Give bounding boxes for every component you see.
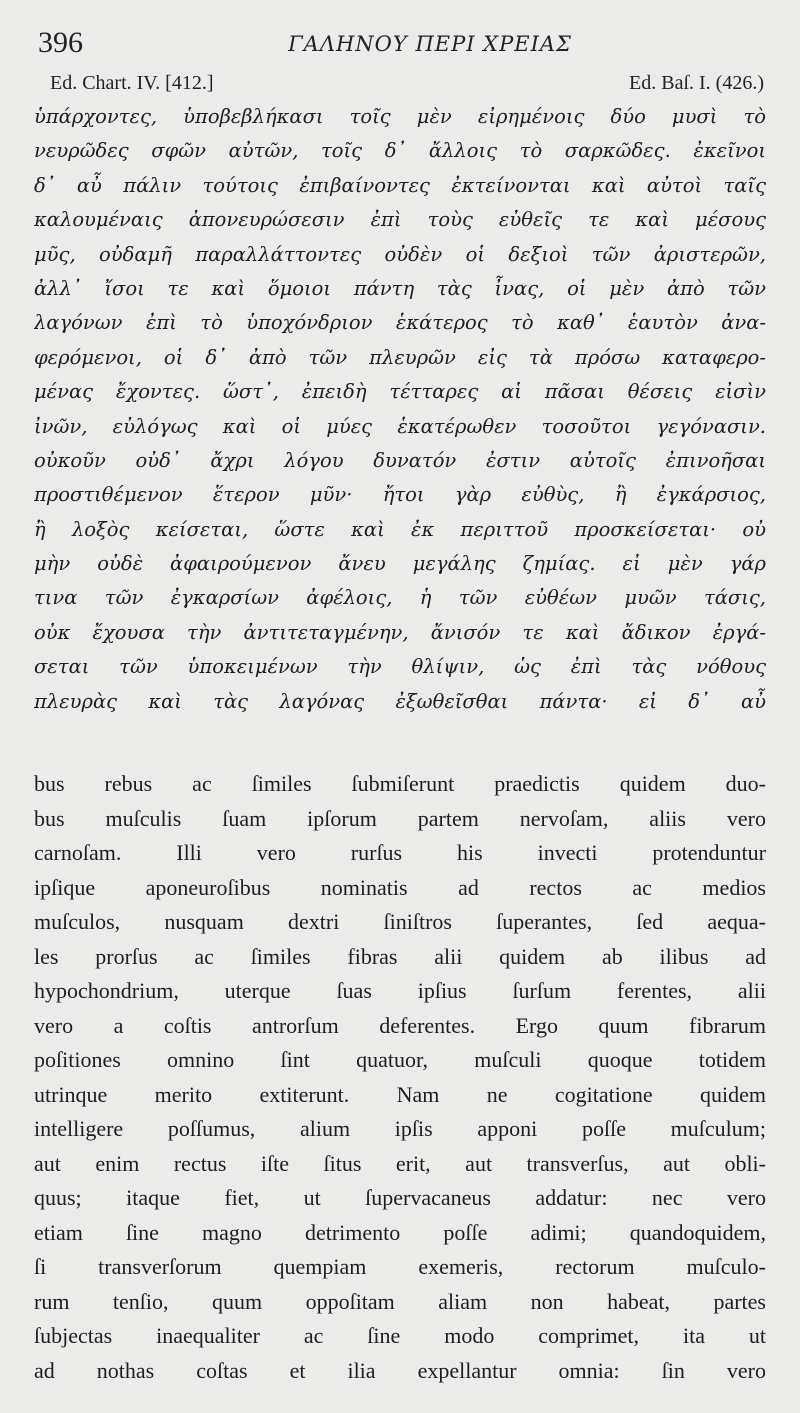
greek-line: ἰνῶν, εὐλόγως καὶ οἱ μύες ἑκατέρωθεν τοσοῦτοι γεγόνασιν.: [34, 414, 766, 438]
latin-text-block: [34, 767, 766, 1388]
greek-line: οὐκοῦν οὐδ᾽ ἄχρι λόγου δυνατόν ἐστιν αὐτοῖς ἐπινοῆσαι: [34, 448, 766, 472]
latin-line: ſubjectas inaequaliter ac ſine modo comprimet, ita ut: [34, 1323, 766, 1349]
greek-line: μὴν οὐδὲ ἀφαιρούμενον ἄνευ μεγάλης ζημίας. εἰ μὲν γάρ: [34, 552, 766, 576]
latin-line: bus rebus ac ſimiles ſubmiſerunt praedictis quidem duo-: [34, 771, 766, 797]
greek-line: μένας ἔχοντες. ὥστ᾽, ἐπειδὴ τέτταρες αἱ πᾶσαι θέσεις εἰσὶν: [34, 380, 766, 404]
greek-line: μῦς, οὐδαμῆ παραλλάττοντες οὐδὲν οἱ δεξιοὶ τῶν ἀριστερῶν,: [34, 242, 766, 266]
greek-line: τινα τῶν ἐγκαρσίων ἀφέλοις, ἡ τῶν εὐθέων μυῶν τάσις,: [34, 586, 766, 610]
latin-line: muſculos, nusquam dextri ſiniſtros ſuperantes, ſed aequa-: [34, 909, 766, 935]
latin-line: les prorſus ac ſimiles fibras alii quidem ab ilibus ad: [34, 943, 766, 969]
greek-line: λαγόνων ἐπὶ τὸ ὑποχόνδριον ἑκάτερος τὸ καθ᾽ ἑαυτὸν ἀνα-: [34, 311, 766, 335]
latin-line: etiam ſine magno detrimento poſſe adimi; quandoquidem,: [34, 1219, 766, 1245]
greek-line: φερόμενοι, οἱ δ᾽ ἀπὸ τῶν πλευρῶν εἰς τὰ πρόσω καταφερο-: [34, 345, 766, 369]
edition-reference-basel: Ed. Baſ. I. (426.): [629, 72, 764, 94]
latin-line: vero a coſtis antrorſum deferentes. Ergo quum fibrarum: [34, 1012, 766, 1038]
latin-line: poſitiones omnino ſint quatuor, muſculi quoque totidem: [34, 1047, 766, 1073]
greek-line: ἢ λοξὸς κείσεται, ὥστε καὶ ἐκ περιττοῦ προσκείσεται· οὐ: [34, 517, 766, 541]
latin-line: ipſique aponeuroſibus nominatis ad rectos ac medios: [34, 874, 766, 900]
latin-line: ad nothas coſtas et ilia expellantur omnia: ſin vero: [34, 1357, 766, 1383]
greek-text-block: [34, 100, 766, 719]
greek-line: ἀλλ᾽ ἴσοι τε καὶ ὅμοιοι πάντη τὰς ἶνας, οἱ μὲν ἀπὸ τῶν: [34, 276, 766, 300]
latin-line: rum tenſio, quum oppoſitam aliam non habeat, partes: [34, 1288, 766, 1314]
latin-line: intelligere poſſumus, alium ipſis apponi poſſe muſculum;: [34, 1116, 766, 1142]
running-head: [34, 28, 766, 68]
edition-reference-chartier: Ed. Chart. IV. [412.]: [50, 72, 214, 94]
greek-line: δ᾽ αὖ πάλιν τούτοις ἐπιβαίνοντες ἐκτείνονται καὶ αὐτοὶ ταῖς: [34, 173, 766, 197]
latin-line: bus muſculis ſuam ipſorum partem nervoſam, aliis vero: [34, 805, 766, 831]
page-number: 396: [38, 26, 83, 59]
latin-line: ſi transverſorum quempiam exemeris, rectorum muſculo-: [34, 1254, 766, 1280]
running-title: ΓΑΛΗΝΟΥ ΠΕΡΙ ΧΡΕΙΑΣ: [288, 32, 572, 56]
latin-line: aut enim rectus iſte ſitus erit, aut transverſus, aut obli-: [34, 1150, 766, 1176]
greek-line: ὑπάρχοντες, ὑποβεβλήκασι τοῖς μὲν εἰρημένοις δύο μυσὶ τὸ: [34, 105, 766, 128]
edition-references: [34, 72, 766, 98]
latin-line: hypochondrium, uterque ſuas ipſius ſurſum ferentes, alii: [34, 978, 766, 1004]
latin-line: utrinque merito extiterunt. Nam ne cogitatione quidem: [34, 1081, 766, 1107]
greek-line: καλουμέναις ἀπονευρώσεσιν ἐπὶ τοὺς εὐθεῖς τε καὶ μέσους: [34, 208, 766, 232]
greek-line: νευρῶδες σφῶν αὐτῶν, τοῖς δ᾽ ἄλλοις τὸ σαρκῶδες. ἐκεῖνοι: [34, 139, 766, 163]
latin-line: carnoſam. Illi vero rurſus his invecti protenduntur: [34, 840, 766, 866]
greek-line: πλευρὰς καὶ τὰς λαγόνας ἐξωθεῖσθαι πάντα· εἰ δ᾽ αὖ: [34, 689, 766, 713]
latin-line: quus; itaque fiet, ut ſupervacaneus addatur: nec vero: [34, 1185, 766, 1211]
greek-line: σεται τῶν ὑποκειμένων τὴν θλίψιν, ὡς ἐπὶ τὰς νόθους: [34, 655, 766, 679]
greek-line: οὐκ ἔχουσα τὴν ἀντιτεταγμένην, ἄνισόν τε καὶ ἄδικον ἐργά-: [34, 620, 766, 644]
greek-line: προστιθέμενον ἕτερον μῦν· ἤτοι γὰρ εὐθὺς, ἢ ἐγκάρσιος,: [34, 483, 766, 507]
